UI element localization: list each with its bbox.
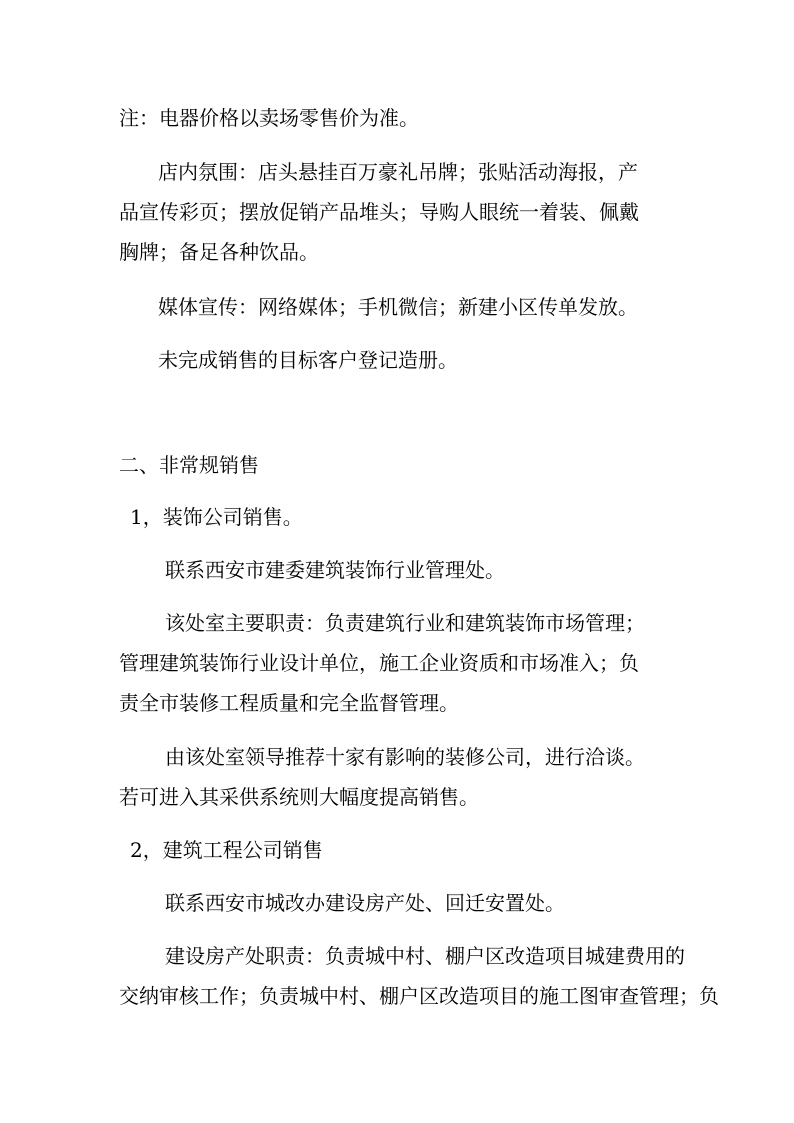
note-line: 注：电器价格以卖场零售价为准。	[119, 106, 419, 130]
paragraph-line: 交纳审核工作；负责城中村、棚户区改造项目的施工图审查管理；负	[119, 984, 719, 1008]
paragraph-line: 由该处室领导推荐十家有影响的装修公司，进行洽谈。	[165, 745, 645, 769]
subsection-heading: 1，装饰公司销售。	[130, 505, 303, 529]
paragraph-line: 胸牌；备足各种饮品。	[119, 240, 319, 264]
subsection-heading: 2，建筑工程公司销售	[130, 838, 323, 862]
paragraph-line: 联系西安市建委建筑装饰行业管理处。	[165, 558, 505, 582]
paragraph-line: 联系西安市城改办建设房产处、回迁安置处。	[165, 891, 565, 915]
paragraph-line: 责全市装修工程质量和完全监督管理。	[119, 691, 459, 715]
paragraph-line: 媒体宣传：网络媒体；手机微信；新建小区传单发放。	[158, 295, 638, 319]
section-heading: 二、非常规销售	[119, 453, 259, 477]
paragraph-line: 管理建筑装饰行业设计单位，施工企业资质和市场准入；负	[119, 651, 639, 675]
paragraph-line: 若可进入其采供系统则大幅度提高销售。	[119, 785, 479, 809]
paragraph-line: 品宣传彩页；摆放促销产品堆头；导购人眼统一着装、佩戴	[119, 200, 639, 224]
paragraph-line: 店内氛围：店头悬挂百万豪礼吊牌；张贴活动海报，产	[158, 160, 638, 184]
paragraph-line: 建设房产处职责：负责城中村、棚户区改造项目城建费用的	[165, 944, 685, 968]
paragraph-line: 该处室主要职责：负责建筑行业和建筑装饰市场管理；	[165, 611, 645, 635]
paragraph-line: 未完成销售的目标客户登记造册。	[158, 348, 458, 372]
